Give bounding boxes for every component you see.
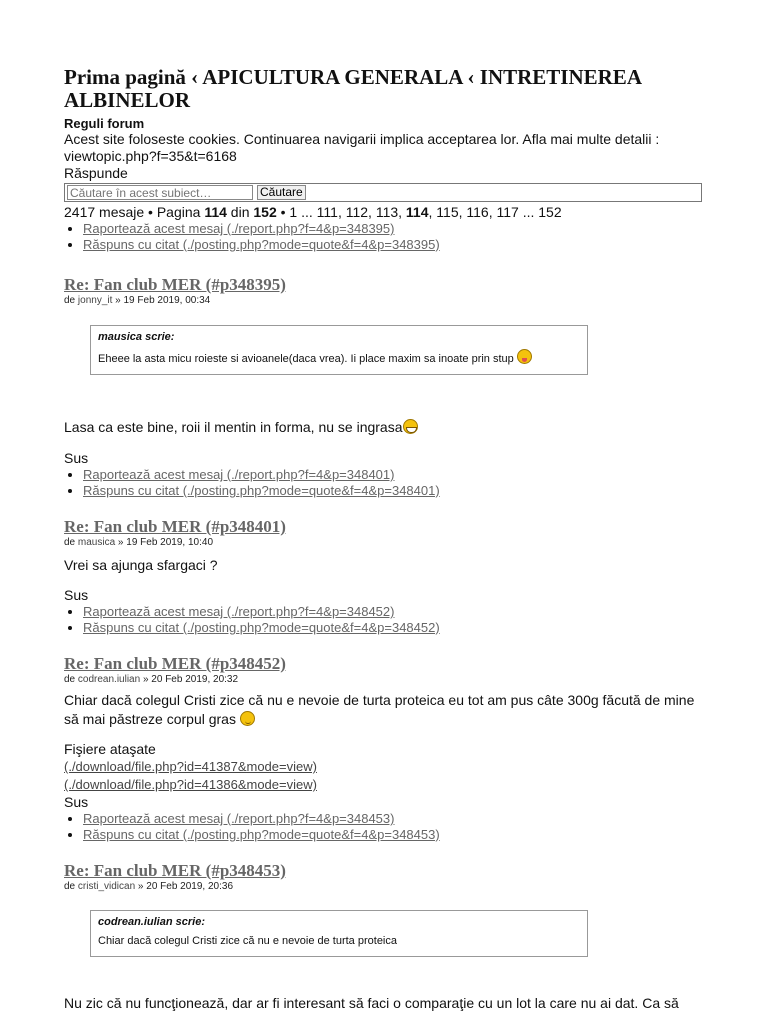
list-item	[83, 237, 704, 253]
top-actions	[64, 221, 704, 253]
post-meta	[64, 881, 704, 893]
quote-text-row	[98, 349, 580, 367]
topic-search-input[interactable]	[67, 185, 253, 200]
post-body-text: Lasa ca este bine, roii il mentin in forma, nu se ingrasa	[64, 419, 403, 435]
post-body	[64, 691, 704, 729]
page-title: Prima pagină ‹ APICULTURA GENERALA ‹ INTRETINEREA ALBINELOR	[64, 65, 641, 112]
post-date: » 20 Feb 2019, 20:36	[135, 881, 234, 892]
back-to-top-link[interactable]: Sus	[64, 450, 89, 466]
post-author[interactable]: mausica	[77, 537, 116, 548]
quote-reply-link[interactable]: Răspuns cu citat (./posting.php?mode=quote&f=4&p=348453)	[83, 827, 440, 842]
attachments-label: Fişiere ataşate	[64, 741, 156, 757]
cookie-notice: Acest site foloseste cookies. Continuarea navigarii implica acceptarea lor. Afla mai multe detalii : viewtopic.php?f=35&t=6168	[64, 131, 660, 164]
post	[64, 517, 704, 636]
reply-link[interactable]: Răspunde	[64, 165, 128, 181]
list-item	[83, 604, 704, 620]
pagination-total: 152	[253, 204, 277, 220]
pagination	[64, 204, 704, 221]
post-body: Nu zic că nu funcţionează, dar ar fi interesant să faci o comparaţie cu un lot la care nu ai dat. Ca să	[64, 995, 679, 1011]
list-item	[83, 221, 704, 237]
search-button[interactable]: Căutare	[257, 185, 306, 200]
post-body: Vrei sa ajunga sfargaci ?	[64, 557, 218, 573]
post	[64, 654, 704, 843]
list-item	[83, 620, 704, 636]
post-author[interactable]: cristi_vidican	[77, 881, 136, 892]
report-post-link[interactable]: Raportează acest mesaj (./report.php?f=4&p=348452)	[83, 604, 395, 619]
post-date: » 20 Feb 2019, 20:32	[140, 674, 239, 685]
post	[64, 861, 704, 1012]
back-to-top-link[interactable]: Sus	[64, 587, 89, 603]
post-by: de	[64, 537, 78, 548]
post-actions	[64, 467, 704, 499]
forum-rules-link[interactable]: Reguli forum	[64, 116, 145, 131]
quote-reply-link[interactable]: Răspuns cu citat (./posting.php?mode=quote&f=4&p=348401)	[83, 483, 440, 498]
post-body	[64, 419, 704, 436]
tongue-smiley-icon	[517, 349, 532, 364]
post-by: de	[64, 881, 78, 892]
topic-search-box	[64, 183, 702, 202]
post-by: de	[64, 295, 78, 306]
pagination-pages-b[interactable]: , 115, 116, 117 ... 152	[428, 204, 562, 220]
post-quote	[90, 325, 588, 375]
list-item	[83, 811, 704, 827]
post-author[interactable]: codrean.iulian	[77, 674, 141, 685]
pagination-current-page: 114	[405, 204, 429, 220]
post-meta	[64, 674, 704, 686]
post-meta	[64, 295, 704, 307]
pagination-prefix: 2417 mesaje • Pagina	[64, 204, 205, 220]
post-quote	[90, 910, 588, 957]
post-author[interactable]: jonny_it	[77, 295, 113, 306]
post-actions	[64, 811, 704, 843]
post-title[interactable]: Re: Fan club MER (#p348395)	[64, 275, 286, 294]
post-title[interactable]: Re: Fan club MER (#p348453)	[64, 861, 286, 880]
list-item	[64, 776, 704, 794]
report-post-link[interactable]: Raportează acest mesaj (./report.php?f=4&p=348401)	[83, 467, 395, 482]
pagination-current: 114	[204, 204, 227, 220]
attachment-link[interactable]: (./download/file.php?id=41386&mode=view)	[64, 777, 317, 792]
quote-author: codrean.iulian scrie:	[98, 916, 205, 928]
quote-text: Eheee la asta micu roieste si avioanele(daca vrea). Ii place maxim sa inoate prin stup	[98, 353, 514, 365]
quote-author: mausica scrie:	[98, 331, 175, 343]
grin-smiley-icon	[403, 419, 418, 434]
pagination-of: din	[226, 204, 254, 220]
report-post-link[interactable]: Raportează acest mesaj (./report.php?f=4&p=348395)	[83, 221, 395, 236]
list-item	[83, 483, 704, 499]
attachment-link[interactable]: (./download/file.php?id=41387&mode=view)	[64, 759, 317, 774]
list-item	[83, 467, 704, 483]
quote-text: Chiar dacă colegul Cristi zice că nu e nevoie de turta proteica	[98, 935, 397, 947]
post-by: de	[64, 674, 78, 685]
report-post-link[interactable]: Raportează acest mesaj (./report.php?f=4&p=348453)	[83, 811, 395, 826]
post-actions	[64, 604, 704, 636]
quote-reply-link[interactable]: Răspuns cu citat (./posting.php?mode=quote&f=4&p=348452)	[83, 620, 440, 635]
list-item	[64, 758, 704, 776]
list-item	[83, 827, 704, 843]
post-meta	[64, 537, 704, 549]
post-title[interactable]: Re: Fan club MER (#p348401)	[64, 517, 286, 536]
wink-smiley-icon	[240, 711, 255, 726]
pagination-pages-a[interactable]: • 1 ... 111, 112, 113,	[276, 204, 406, 220]
post	[64, 275, 704, 499]
quote-reply-link[interactable]: Răspuns cu citat (./posting.php?mode=quote&f=4&p=348395)	[83, 237, 440, 252]
post-title[interactable]: Re: Fan club MER (#p348452)	[64, 654, 286, 673]
post-body-text: Chiar dacă colegul Cristi zice că nu e nevoie de turta proteica eu tot am pus câte 300g făcută de mine să mai păstreze corpul gras	[64, 692, 695, 727]
page-container	[64, 66, 704, 1012]
attachments-list	[64, 758, 704, 794]
back-to-top-link[interactable]: Sus	[64, 794, 89, 810]
post-date: » 19 Feb 2019, 00:34	[112, 295, 211, 306]
post-date: » 19 Feb 2019, 10:40	[115, 537, 214, 548]
